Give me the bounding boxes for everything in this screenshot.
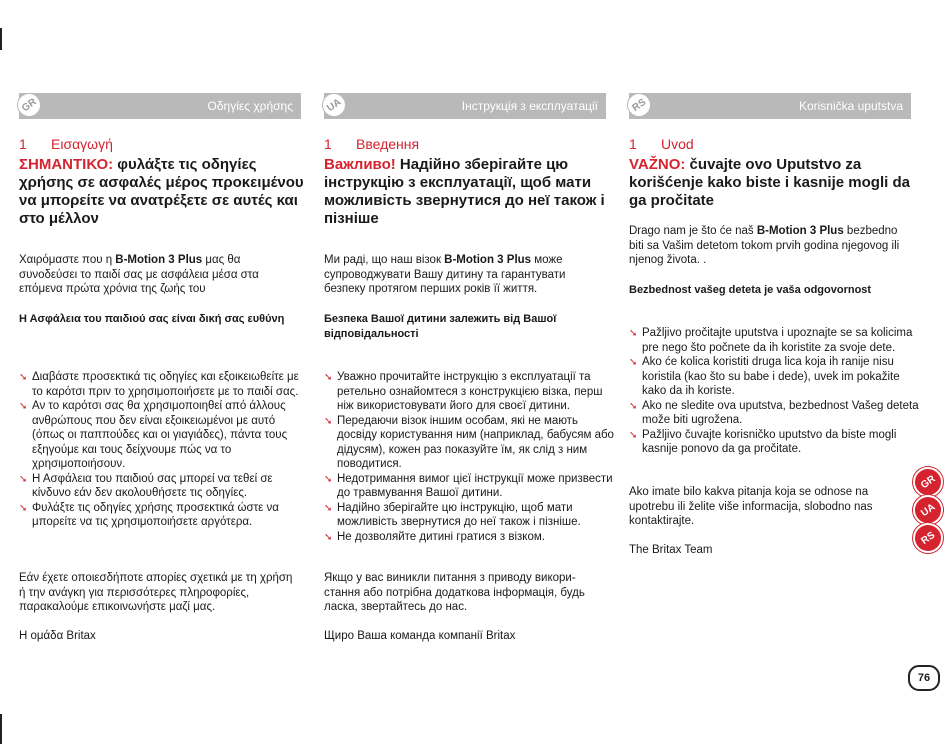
intro-paragraph: Χαιρόμαστε που η B-Motion 3 Plus μας θα συνοδεύσει το παιδί σας με ασφάλεια μέσα στα επόμενα πρώτα χρόνια της ζωής του <box>19 254 259 295</box>
safety-subheading: Безпека Вашої дитини залежить від Вашої відповідальності <box>324 313 557 340</box>
list-item: ➘ Φυλάξτε τις οδηγίες χρήσης προσεκτικά ώστε να μπορείτε να τις χρησιμοποιήσετε αργότερα. <box>19 501 279 528</box>
header-title: Korisnička uputstva <box>798 99 903 113</box>
header-title: Інструкція з експлуатації <box>461 99 598 113</box>
list-item: ➘ Передаючи візок іншим особам, які не мають досвіду користування ним (наприклад, бабусям або дідусям), кожен раз показуйте їм, як слід з ним поводитися. <box>324 414 614 470</box>
list-item: ➘ Уважно прочитайте інструкцію з експлуатації та ретельно ознайомтеся з конструкцією візка, перш ніж використовувати його для своєї дитини. <box>324 371 603 412</box>
section-title: 1 Введення <box>324 136 420 152</box>
list-item: ➘ Pažljivo pročitajte uputstva i upoznajte se sa kolicima pre nego što počnete da ih koristite za svoje dete. <box>629 327 913 354</box>
arrow-bullet-icon: ➘ <box>629 400 638 412</box>
language-badge: GR <box>12 88 45 121</box>
arrow-bullet-icon: ➘ <box>19 401 28 412</box>
list-item: ➘ Не дозволяйте дитині гратися з візком. <box>324 530 614 545</box>
column-rs <box>629 93 919 556</box>
list-item: ➘ Pažljivo čuvajte korisničko uputstvo da biste mogli kasnije ponovo da ga pročitate. <box>629 428 897 455</box>
contact-paragraph: Якщо у вас виникли питання з приводу викори-стання або потрібна додаткова інформація, будь ласка, звертайтесь до нас. <box>324 572 585 613</box>
side-badge-ua: UA <box>907 489 949 531</box>
safety-list <box>19 370 309 530</box>
header-bar <box>629 93 911 119</box>
crop-mark-top <box>0 28 2 50</box>
safety-list <box>324 370 614 544</box>
safety-list <box>629 326 919 457</box>
arrow-bullet-icon: ➘ <box>629 328 638 339</box>
header-title: Οδηγίες χρήσης <box>207 99 293 113</box>
crop-mark-bottom <box>0 714 2 744</box>
important-heading: ΣΗΜΑΝΤΙΚΟ: φυλάξτε τις οδηγίες χρήσης σε ασφαλές μέρος προκειμένου να μπορείτε να ανατρέξετε σε αυτές και στο μέλλον <box>19 156 304 227</box>
arrow-bullet-icon: ➘ <box>324 531 333 543</box>
language-badge: UA <box>317 88 350 121</box>
arrow-bullet-icon: ➘ <box>324 372 333 383</box>
page-number: 76 <box>908 665 940 691</box>
side-badge-rs: RS <box>907 517 949 559</box>
list-item: ➘ Ako će kolica koristiti druga lica koja ih ranije nisu koristila (kao što su babe i dede), uvek im pokažite kako da ih koriste. <box>629 356 900 397</box>
list-item: ➘ Недотримання вимог цієї інструкції може призвести до травмування Вашої дитини. <box>324 472 613 499</box>
column-gr <box>19 93 304 642</box>
contact-paragraph: Ako imate bilo kakva pitanja koja se odnose na upotrebu ili želite više informacija, slobodno nas kontaktirajte. <box>629 486 873 527</box>
intro-paragraph: Drago nam je što će naš B-Motion 3 Plus bezbedno biti sa Vašim detetom tokom prvih godina njegovog ili njenog života. . <box>629 225 900 266</box>
arrow-bullet-icon: ➘ <box>324 473 333 485</box>
header-bar <box>324 93 606 119</box>
important-heading: VAŽNO: čuvajte ovo Uputstvo za korišćenje kako biste i kasnije mogli da ga pročitate <box>629 156 910 209</box>
list-item: ➘ Διαβάστε προσεκτικά τις οδηγίες και εξοικειωθείτε με το καρότσι πριν το χρησιμοποιήσετε με το παιδί σας. <box>19 371 299 398</box>
arrow-bullet-icon: ➘ <box>19 372 28 383</box>
section-title: 1 Εισαγωγή <box>19 136 113 152</box>
list-item: ➘ Ako ne sledite ova uputstva, bezbednost Vašeg deteta može biti ugrožena. <box>629 399 919 426</box>
signoff: The Britax Team <box>629 544 713 556</box>
column-ua <box>324 93 614 642</box>
language-badge: RS <box>622 88 655 121</box>
list-item: ➘ Η Ασφάλεια του παιδιού σας μπορεί να τεθεί σε κίνδυνο εάν δεν ακολουθήσετε τις οδηγίες. <box>19 472 273 499</box>
signoff: Щиро Ваша команда компанії Britax <box>324 630 516 642</box>
safety-subheading: Bezbednost vašeg deteta je vaša odgovornost <box>629 284 872 296</box>
header-bar <box>19 93 301 119</box>
arrow-bullet-icon: ➘ <box>19 502 28 514</box>
signoff: Η ομάδα Britax <box>19 630 96 642</box>
list-item: ➘ Надійно зберігайте цю інструкцію, щоб мати можливість звернутися до неї також і пізніше. <box>324 501 581 528</box>
list-item: ➘ Αν το καρότσι σας θα χρησιμοποιηθεί από άλλους ανθρώπους που δεν είναι εξοικειωμένοι με αυτό (όπως οι παππούδες και οι γιαγιάδες), πάντα τους εξηγούμε και τους δείχνουμε πώς να το χρησιμοποιήσουν. <box>19 400 288 470</box>
safety-subheading: Η Ασφάλεια του παιδιού σας είναι δική σας ευθύνη <box>19 313 285 325</box>
arrow-bullet-icon: ➘ <box>629 429 638 441</box>
intro-paragraph: Ми раді, що наш візок B-Motion 3 Plus може супроводжувати Вашу дитину та гарантувати безпеку протягом перших років її життя. <box>324 254 566 295</box>
arrow-bullet-icon: ➘ <box>629 357 638 368</box>
arrow-bullet-icon: ➘ <box>19 473 28 485</box>
contact-paragraph: Εάν έχετε οποιεσδήποτε απορίες σχετικά με τη χρήση ή την ανάγκη για περισσότερες πληροφορίες, παρακαλούμε επικοινωνήστε μαζί μας. <box>19 572 293 613</box>
side-badge-gr: GR <box>907 461 949 503</box>
arrow-bullet-icon: ➘ <box>324 502 333 514</box>
important-heading: Важливо! Надійно зберігайте цю інструкцію з експлуатації, щоб мати можливість звернутися до неї також і пізніше <box>324 156 605 227</box>
section-title: 1 Uvod <box>629 136 694 152</box>
arrow-bullet-icon: ➘ <box>324 415 333 427</box>
